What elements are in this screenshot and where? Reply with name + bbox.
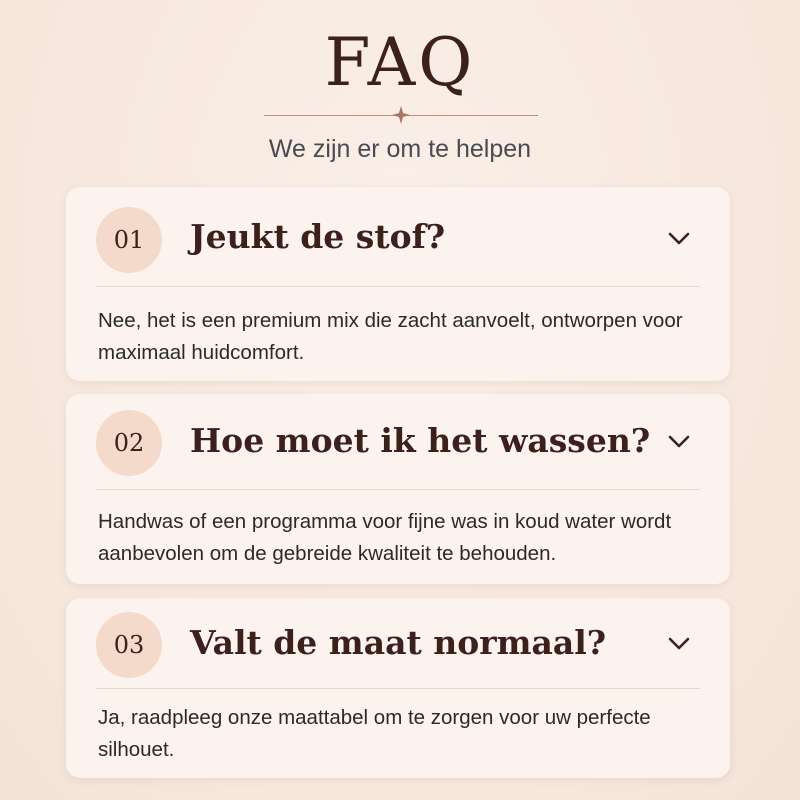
faq-question: Valt de maat normaal? [190, 623, 607, 662]
sparkle-icon [392, 106, 410, 124]
faq-answer: Ja, raadpleeg onze maattabel om te zorgen voor uw perfecte silhouet. [98, 706, 651, 761]
page-title: FAQ [324, 24, 476, 101]
faq-item-2 [66, 394, 730, 584]
faq-number-badge: 03 [96, 612, 162, 678]
faq-item-3 [66, 598, 730, 778]
faq-question: Hoe moet ik het wassen? [190, 421, 651, 460]
faq-question: Jeukt de stof? [190, 217, 446, 256]
faq-answer: Handwas of een programma voor fijne was in koud water wordt aanbevolen om de gebreide kwaliteit te behouden. [98, 510, 672, 565]
faq-separator [96, 286, 700, 287]
page-subtitle: We zijn er om te helpen [268, 135, 532, 163]
faq-separator [96, 489, 700, 490]
faq-separator [96, 688, 700, 689]
faq-item-1 [66, 187, 730, 381]
faq-number-badge: 01 [96, 207, 162, 273]
faq-answer: Nee, het is een premium mix die zacht aanvoelt, ontworpen voor maximaal huidcomfort. [98, 309, 683, 364]
chevron-down-icon[interactable] [666, 634, 692, 654]
faq-item-header[interactable] [66, 394, 730, 494]
faq-header [0, 0, 800, 180]
faq-number-badge: 02 [96, 410, 162, 476]
chevron-down-icon[interactable] [666, 432, 692, 452]
chevron-down-icon[interactable] [666, 229, 692, 249]
faq-item-header[interactable] [66, 187, 730, 287]
faq-item-header[interactable] [66, 598, 730, 698]
